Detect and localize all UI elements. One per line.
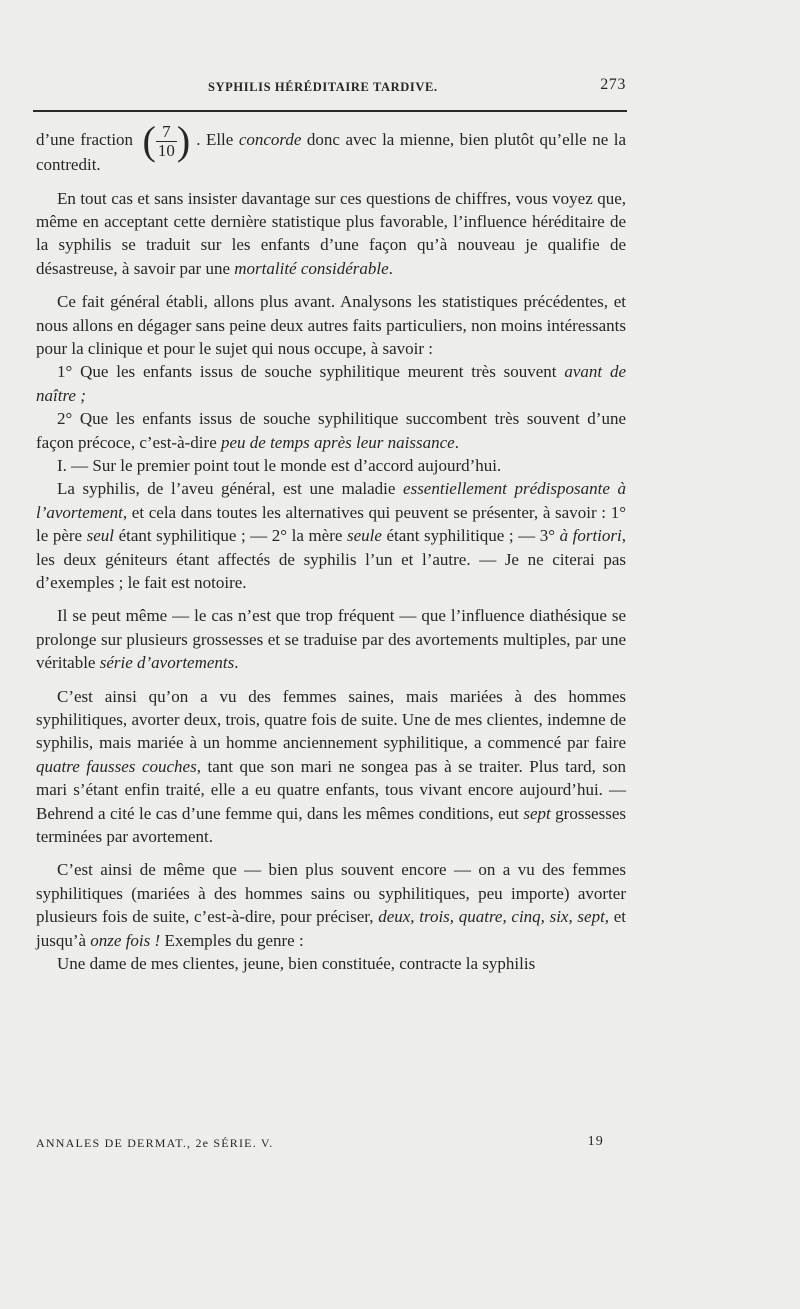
fraction-denominator: 10 [157,140,175,160]
paragraph-6: I. — Sur le premier point tout le monde est d’accord aujourd’hui. [57,455,502,475]
paragraph-7: La syphilis, de l’aveu général, est une maladie essentiellement prédisposante à l’avortement, et cela dans toutes les alternatives qui peuvent se présenter, à savoir : 1° le père seul étant syphilitique ; — 2° la mère seule étant syphilitique ; — 3° à fortiori, les deux géniteurs étant affectés de syphilis l’un et l’autre. — Je ne citerai pas d’exemples ; le fait est notoire. [36,479,626,592]
paragraph-1: d’une fraction ( $\frac{7}{10}$ ) . Elle concorde donc avec la mienne, bien plutôt qu’elle ne la contredit. [36,118,626,175]
paragraph-2: En tout cas et sans insister davantage sur ces questions de chiffres, vous voyez que, même en acceptant cette dernière statistique plus favorable, l’influence héréditaire de la syphilis se traduit sur les enfants d’une façon qu’à nouveau je qualifie de désastreuse, à savoir par une mortalité considérable. [36,188,626,278]
footer [36,1134,626,1154]
fraction-numerator: 7 [156,123,177,142]
paragraph-4: 1° Que les enfants issus de souche syphilitique meurent très souvent avant de naître ; [36,362,626,405]
body-text [36,118,626,976]
page-number: 273 [600,76,626,93]
paragraph-3: Ce fait général établi, allons plus avant. Analysons les statistiques précédentes, et nous allons en dégager sans peine deux autres faits particuliers, non moins intéressants pour la clinique et pour le sujet qui nous occupe, à savoir : [36,292,626,358]
paragraph-5: 2° Que les enfants issus de souche syphilitique succombent très souvent d’une façon précoce, c’est-à-dire peu de temps après leur naissance. [36,409,626,452]
running-header [36,76,626,100]
signature-mark: 19 [587,1134,604,1149]
paragraph-8: Il se peut même — le cas n’est que trop fréquent — que l’influence diathésique se prolonge sur plusieurs grossesses et se traduise par des avortements multiples, par une véritable série d’avortements. [36,606,626,673]
running-title: SYPHILIS HÉRÉDITAIRE TARDIVE. [208,80,438,94]
paragraph-10: C’est ainsi de même que — bien plus souvent encore — on a vu des femmes syphilitiques (mariées à des hommes sains ou syphilitiques, peu importe) avorter plusieurs fois de suite, c’est-à-dire, pour préciser, deux, trois, quatre, cinq, six, sept, et jusqu’à onze fois ! Exemples du genre : [36,860,626,950]
paragraph-11: Une dame de mes clientes, jeune, bien constituée, contracte la syphilis [57,954,536,974]
footer-source: ANNALES DE DERMAT., 2e SÉRIE. V. [36,1136,274,1150]
fraction: ( $\frac{7}{10}$ ) [142,118,191,164]
paragraph-9: C’est ainsi qu’on a vu des femmes saines, mais mariées à des hommes syphilitiques, avorter deux, trois, quatre fois de suite. Une de mes clientes, indemne de syphilis, mais mariée à un homme anciennement syphilitique, a commencé par faire quatre fausses couches, tant que son mari ne songea pas à se traiter. Plus tard, son mari s’étant enfin traité, elle a eu quatre enfants, tous vivant encore aujourd’hui. — Behrend a cité le cas d’une femme qui, dans les mêmes conditions, eut sept grossesses terminées par avortement. [36,686,626,847]
header-rule [33,110,627,112]
